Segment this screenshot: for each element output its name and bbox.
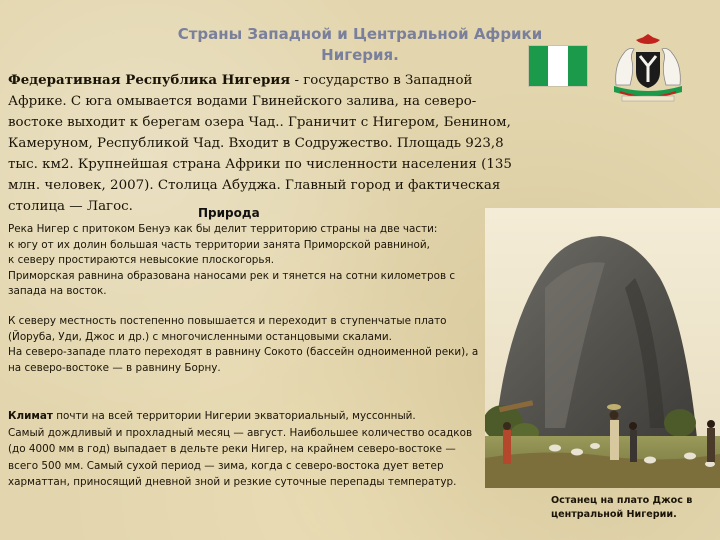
nature-p3: к северу простираются невысокие плоскогорья.	[8, 254, 275, 267]
nigeria-coat-of-arms-icon	[606, 30, 690, 105]
climate-bold: Климат	[8, 410, 53, 422]
page-title	[150, 24, 570, 66]
climate-p1: почти на всей территории Нигерии экваториальный, муссонный.	[52, 410, 416, 422]
nature-p2: к югу от их долин большая часть территории занята Приморской равниной,	[8, 238, 430, 251]
intro-bold: Федеративная Республика Нигерия	[8, 72, 291, 88]
climate-p2: Самый дождливый и прохладный месяц — август. Наибольшее количество осадков (до 4000 мм в год) выпадает в дельте реки Нигер, на крайнем северо-востоке — всего 500 мм. Самый сухой период — зима, когда с северо-востока дует ветер харматтан, приносящий дневной зной и резкие суточные перепады температур.	[8, 426, 473, 489]
rock-monolith-photo	[485, 208, 720, 488]
nature-p6: На северо-западе плато переходят в равнину Сокото (бассейн одноименной реки), а на северо-востоке — в равнину Борну.	[8, 346, 479, 374]
nature-heading: Природа	[198, 206, 260, 220]
title-line-1: Страны Западной и Центральной Африки	[177, 25, 543, 43]
nigeria-flag-icon	[528, 45, 588, 87]
photo-caption: Останец на плато Джос в центральной Нигерии.	[551, 495, 693, 520]
intro-text: - государство в Западной Африке. С юга омывается водами Гвинейского залива, на северо-востоке выходит к берегам озера Чад.. Граничит с Нигером, Бенином, Камеруном, Республикой Чад. Входит в Содружество. Площадь 923,8 тыс. км2. Крупнейшая страна Африки по численности населения (135 млн. человек, 2007). Столица Абуджа. Главный город и фактическая столица — Лагос.	[8, 73, 512, 214]
nature-section	[8, 222, 486, 376]
nature-p5: К северу местность постепенно повышается и переходит в ступенчатые плато (Йоруба, Уди, Джос и др.) с многочисленными останцовыми скалами.	[8, 314, 447, 343]
nature-p4: Приморская равнина образована наносами рек и тянется на сотни километров с запада на восток.	[8, 269, 456, 298]
climate-section	[8, 408, 486, 491]
intro-paragraph	[8, 70, 520, 217]
nature-p1: Река Нигер с притоком Бенуэ как бы делит территорию страны на две части:	[8, 223, 438, 235]
title-line-2: Нигерия.	[321, 46, 399, 64]
